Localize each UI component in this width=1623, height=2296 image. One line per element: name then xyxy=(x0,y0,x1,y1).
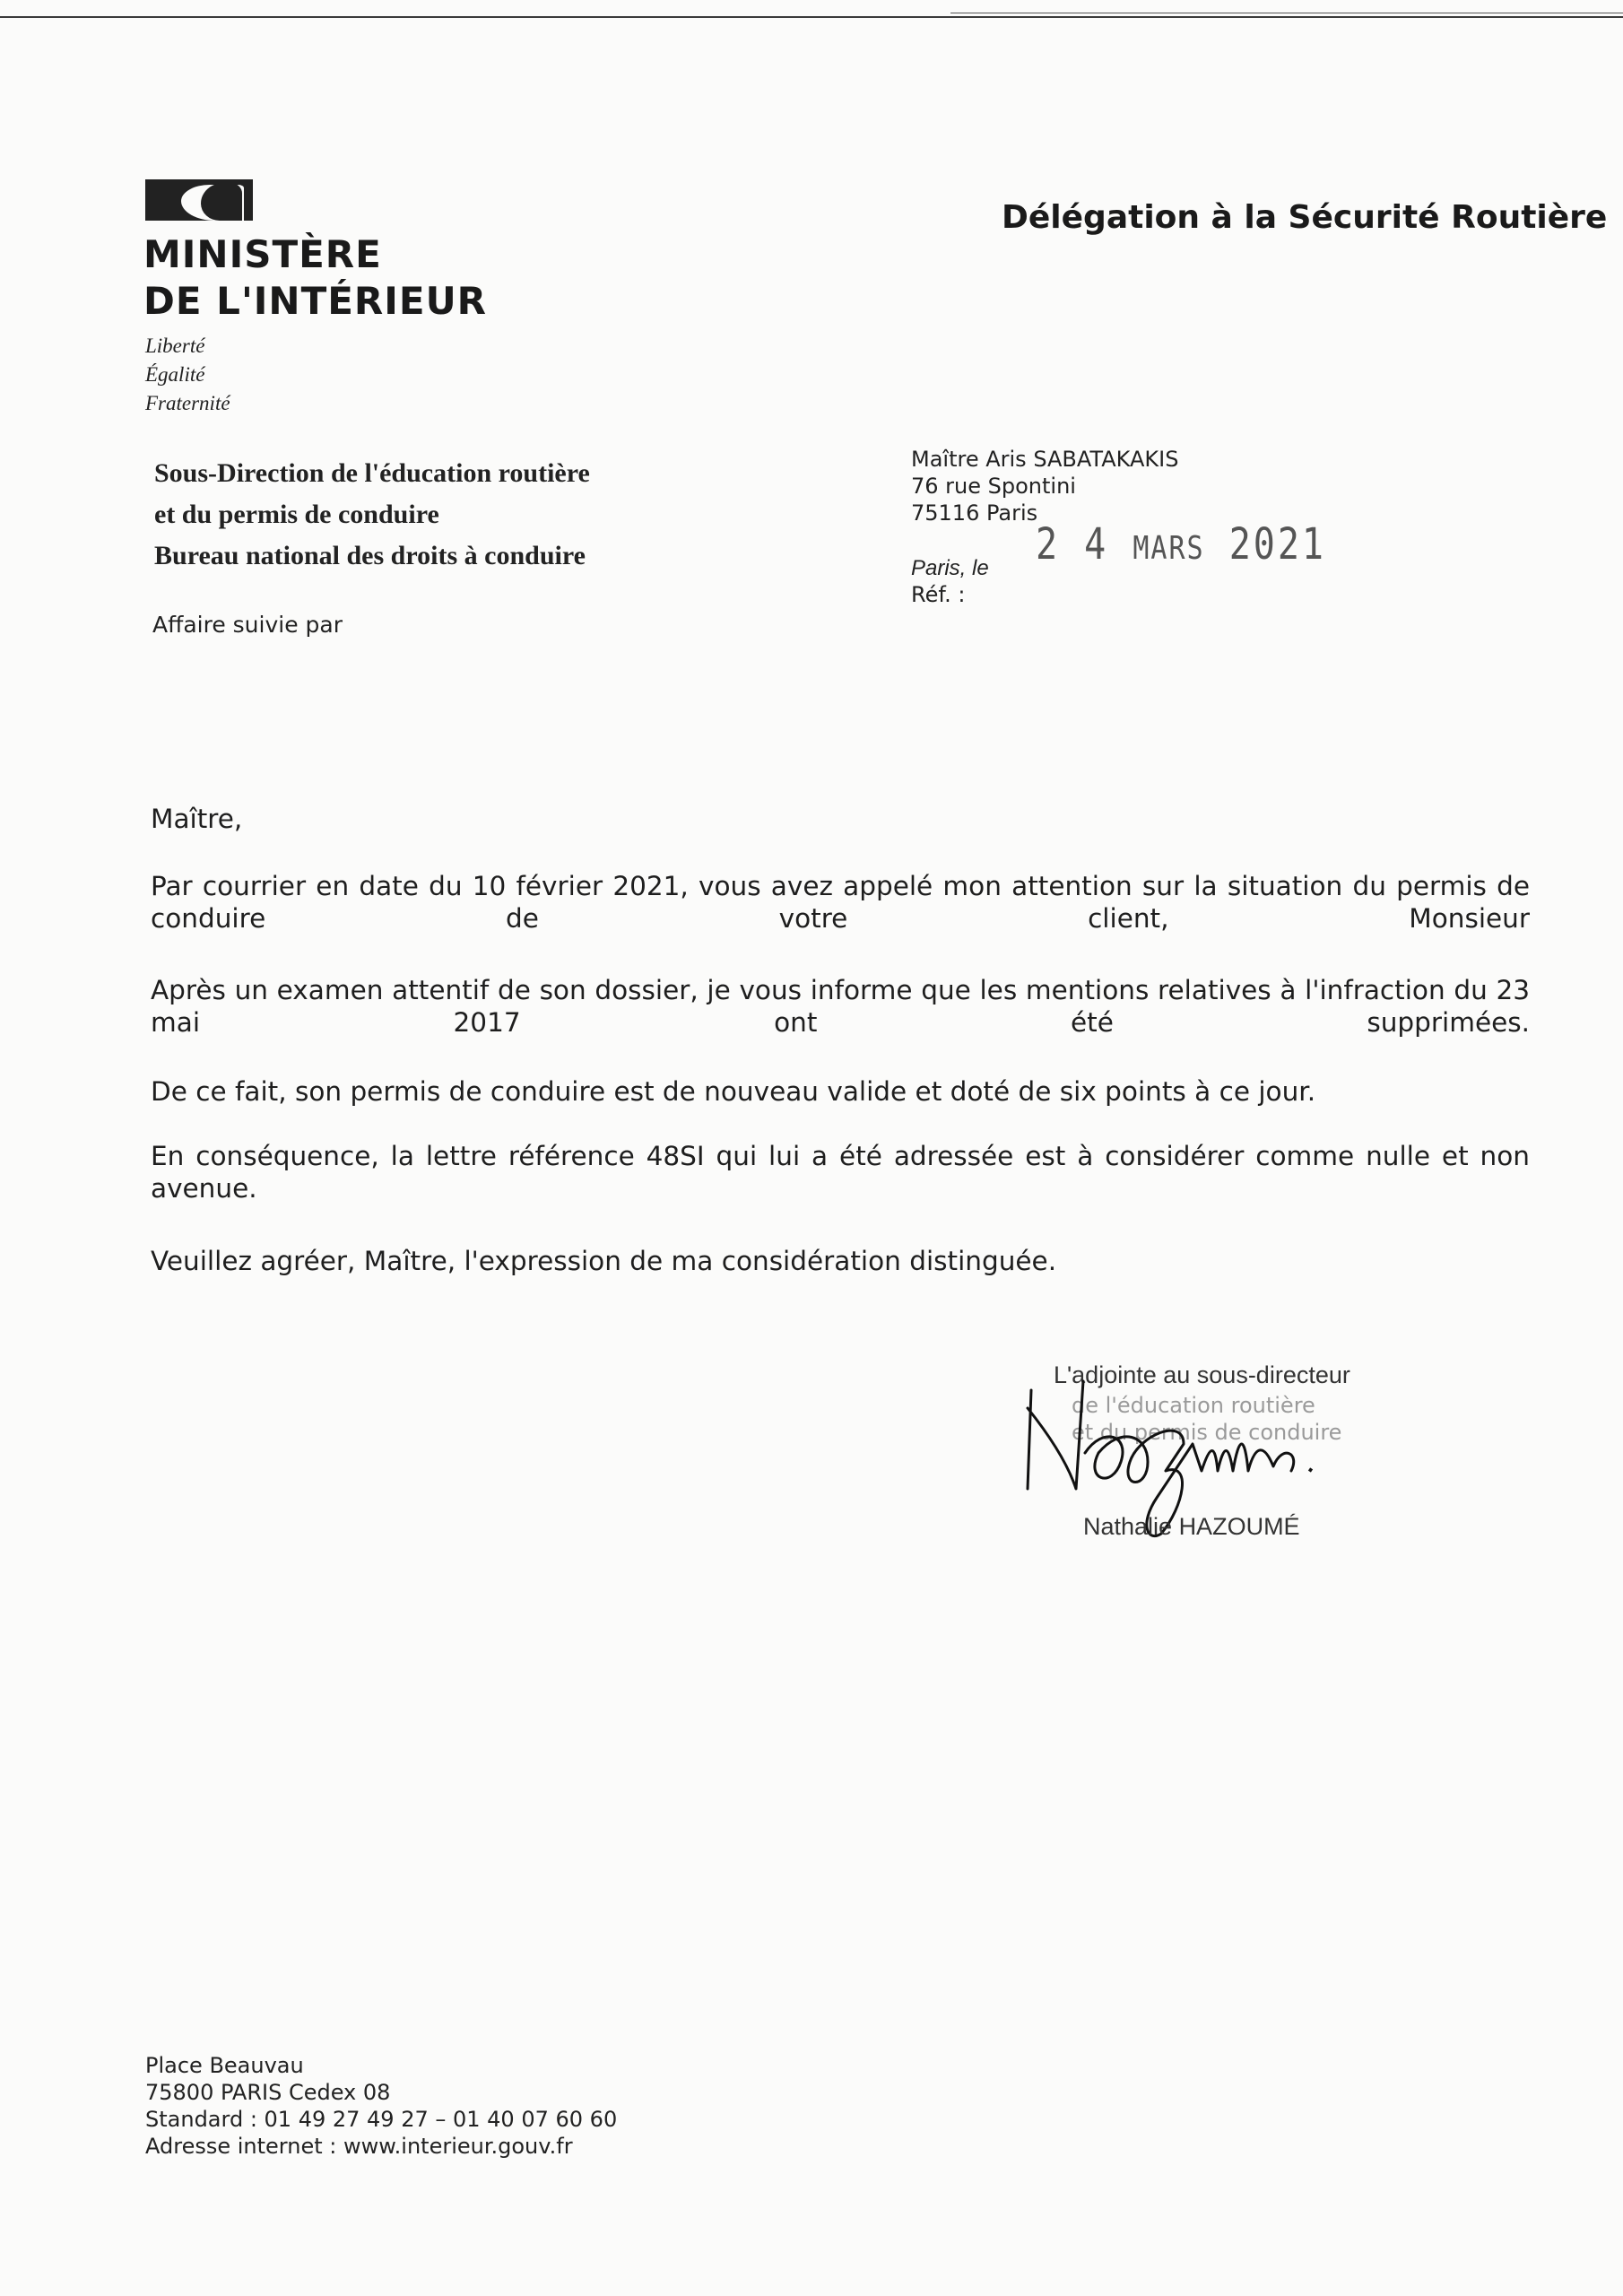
delegation-title: Délégation à la Sécurité Routière xyxy=(1002,199,1608,236)
recipient-address xyxy=(911,446,1178,526)
ministry-name xyxy=(143,231,487,325)
republic-motto xyxy=(145,332,230,418)
recipient-street: 76 rue Spontini xyxy=(911,474,1076,499)
stamp-month: MARS xyxy=(1133,529,1205,568)
closing-paragraph: Veuillez agréer, Maître, l'expression de ma considération distinguée. xyxy=(151,1246,1057,1276)
ministry-line-1: MINISTÈRE xyxy=(143,232,382,276)
footer-line-3: Standard : 01 49 27 49 27 – 01 40 07 60 60 xyxy=(145,2107,618,2132)
paragraph-2: Après un examen attentif de son dossier, je vous informe que les mentions relatives à l'infraction du 23 mai 2017 ont été supprimées. xyxy=(151,975,1530,1038)
motto-egalite: Égalité xyxy=(145,363,205,386)
reference-label: Réf. : xyxy=(911,582,966,607)
stamp-year: 2021 xyxy=(1228,520,1327,570)
signatory-name: Nathalie HAZOUMÉ xyxy=(1083,1513,1300,1540)
footer-address xyxy=(145,2052,617,2160)
stamp-day: 2 4 xyxy=(1036,520,1109,570)
salutation: Maître, xyxy=(151,804,243,834)
recipient-name: Maître Aris SABATAKAKIS xyxy=(911,447,1179,472)
motto-fraternite: Fraternité xyxy=(145,392,230,414)
signature-title: L'adjointe au sous-directeur xyxy=(1054,1361,1350,1388)
service-line-1: Sous-Direction de l'éducation routière xyxy=(154,458,590,488)
top-rule xyxy=(0,16,1623,18)
service-block xyxy=(154,453,590,577)
recipient-city: 75116 Paris xyxy=(911,500,1038,526)
footer-line-4: Adresse internet : www.interieur.gouv.fr xyxy=(145,2134,573,2159)
footer-line-1: Place Beauvau xyxy=(145,2053,304,2078)
service-line-2: et du permis de conduire xyxy=(154,500,439,529)
ministry-line-2: DE L'INTÉRIEUR xyxy=(143,279,488,323)
service-line-3: Bureau national des droits à conduire xyxy=(154,541,586,570)
motto-liberte: Liberté xyxy=(145,335,205,357)
date-stamp xyxy=(1036,520,1326,570)
affaire-suivie: Affaire suivie par xyxy=(152,612,343,638)
paragraph-3: De ce fait, son permis de conduire est de nouveau valide et doté de six points à ce jour. xyxy=(151,1076,1316,1107)
paragraph-1: Par courrier en date du 10 février 2021, vous avez appelé mon attention sur la situation du permis de conduire de votre client, Monsieur xyxy=(151,871,1530,934)
date-label: Paris, le xyxy=(911,556,989,580)
signature-faint-line-1: de l'éducation routière xyxy=(1072,1393,1315,1418)
marianne-logo-icon xyxy=(145,179,253,221)
footer-line-2: 75800 PARIS Cedex 08 xyxy=(145,2080,391,2105)
paragraph-4: En conséquence, la lettre référence 48SI qui lui a été adressée est à considérer comme nulle et non avenue. xyxy=(151,1141,1530,1204)
signature-faint-line-2: et du permis de conduire xyxy=(1072,1420,1342,1445)
